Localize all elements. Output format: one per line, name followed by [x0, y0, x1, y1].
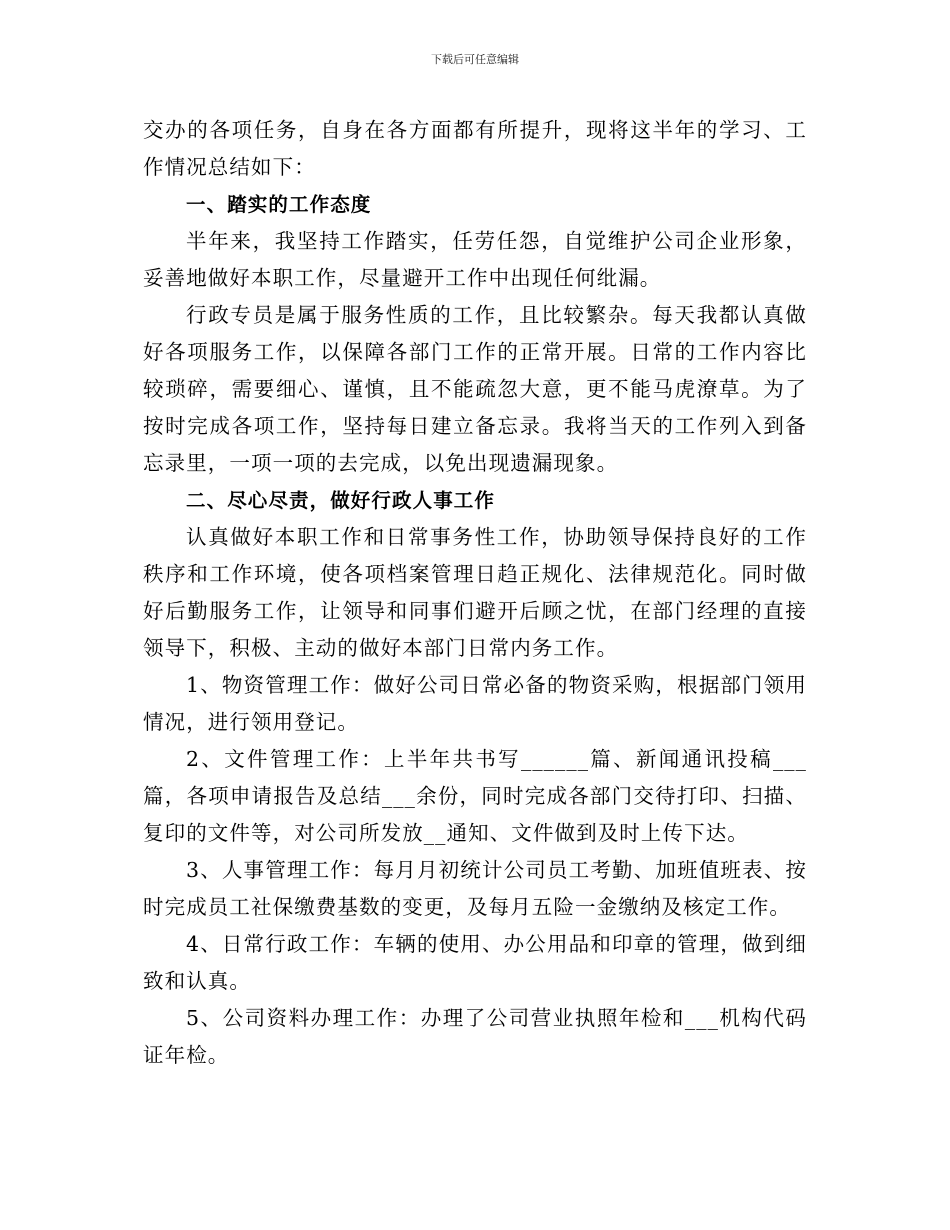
document-body	[143, 112, 807, 1074]
list-item: 3、人事管理工作：每月月初统计公司员工考勤、加班值班表、按时完成员工社保缴费基数的变更，及每月五险一金缴纳及核定工作。	[143, 858, 807, 919]
intro-paragraph: 交办的各项任务，自身在各方面都有所提升，现将这半年的学习、工作情况总结如下：	[143, 118, 807, 179]
body-paragraph: 认真做好本职工作和日常事务性工作，协助领导保持良好的工作秩序和工作环境，使各项档案管理日趋正规化、法律规范化。同时做好后勤服务工作，让领导和同事们避开后顾之忧，在部门经理的直接领导下，积极、主动的做好本部门日常内务工作。	[143, 525, 807, 660]
page-header: 下载后可任意编辑	[431, 53, 519, 66]
body-paragraph: 行政专员是属于服务性质的工作，且比较繁杂。每天我都认真做好各项服务工作，以保障各部门工作的正常开展。日常的工作内容比较琐碎，需要细心、谨慎，且不能疏忽大意，更不能马虎潦草。为了按时完成各项工作，坚持每日建立备忘录。我将当天的工作列入到备忘录里，一项一项的去完成，以免出现遗漏现象。	[143, 303, 807, 475]
list-item: 5、公司资料办理工作：办理了公司营业执照年检和___机构代码证年检。	[143, 1006, 807, 1067]
section-heading: 二、尽心尽责，做好行政人事工作	[186, 489, 496, 512]
list-item: 4、日常行政工作：车辆的使用、办公用品和印章的管理，做到细致和认真。	[143, 932, 807, 993]
list-item: 1、物资管理工作：做好公司日常必备的物资采购，根据部门领用情况，进行领用登记。	[143, 673, 807, 734]
body-paragraph: 半年来，我坚持工作踏实，任劳任怨，自觉维护公司企业形象，妥善地做好本职工作，尽量避开工作中出现任何纰漏。	[143, 229, 807, 290]
section-heading: 一、踏实的工作态度	[186, 193, 372, 216]
list-item: 2、文件管理工作：上半年共书写______篇、新闻通讯投稿___篇，各项申请报告及总结___余份，同时完成各部门交待打印、扫描、复印的文件等，对公司所发放__通知、文件做到及时上传下达。	[143, 747, 807, 845]
